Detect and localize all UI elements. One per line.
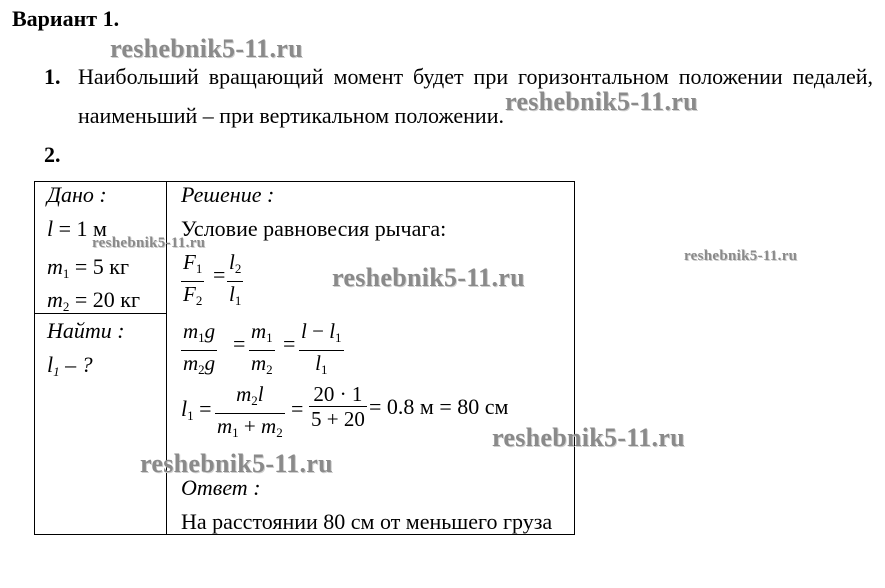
given-heading: Дано : <box>47 182 107 207</box>
solution-heading: Решение : <box>181 182 275 207</box>
item-1-line-1: Наибольший вращающий момент будет при горизонтальном положении педалей, <box>78 64 873 89</box>
watermark-1: reshebnik5-11.ru <box>110 34 303 63</box>
answer-text: На расстоянии 80 см от меньшего груза <box>181 509 553 534</box>
given-m2-value: = 20 кг <box>74 287 141 312</box>
result-value: = 0.8 м = 80 см <box>369 394 509 419</box>
fraction-mass: $m_1$ $m_2$ <box>251 319 273 377</box>
watermark-3: reshebnik5-11.ru <box>92 235 206 251</box>
watermark-7: reshebnik5-11.ru <box>140 449 333 478</box>
given-m2: $m_2 = 20$ кг <box>47 287 141 314</box>
equals-sign-4: = <box>291 396 304 421</box>
given-m1: $m_1 = 5$ кг <box>47 254 130 281</box>
watermark-2: reshebnik5-11.ru <box>505 87 698 116</box>
fraction-numbers-denominator: 5 + 20 <box>311 407 365 431</box>
watermark-4: reshebnik5-11.ru <box>332 263 525 292</box>
item-2-number: 2. <box>44 142 61 167</box>
equals-sign-2: = <box>233 331 246 356</box>
fraction-force: $F_1$ $F_2$ <box>183 250 203 308</box>
find-unknown: $l_1$ – ? <box>47 352 93 379</box>
fraction-numbers-numerator: 20 · 1 <box>313 382 363 406</box>
watermark-5: reshebnik5-11.ru <box>684 248 798 264</box>
variant-title: Вариант 1. <box>12 6 120 31</box>
find-heading: Найти : <box>47 318 125 343</box>
item-1-line-2: наименьший – при вертикальном положении. <box>78 103 504 128</box>
find-unknown-text: – ? <box>65 352 93 377</box>
fraction-arm: $l_2$ $l_1$ <box>229 250 242 308</box>
result-variable: $l_1$ = <box>181 396 212 423</box>
given-length: l = 1 м <box>47 216 107 241</box>
answer-heading: Ответ : <box>181 475 261 500</box>
watermark-6: reshebnik5-11.ru <box>492 423 685 452</box>
equals-sign-3: = <box>283 331 296 356</box>
fraction-arm-difference: $l - l_1$ $l_1$ <box>301 319 342 377</box>
fraction-weight: $m_1g$ $m_2g$ <box>183 319 216 377</box>
equals-sign-1: = <box>213 262 226 287</box>
fraction-result-numbers <box>309 382 367 431</box>
item-1-number: 1. <box>44 64 61 89</box>
fraction-result-formula: $m_2l$ $m_1 + m_2$ <box>217 382 283 440</box>
solution-condition: Условие равновесия рычага: <box>181 216 447 241</box>
given-m1-value: = 5 кг <box>74 254 130 279</box>
